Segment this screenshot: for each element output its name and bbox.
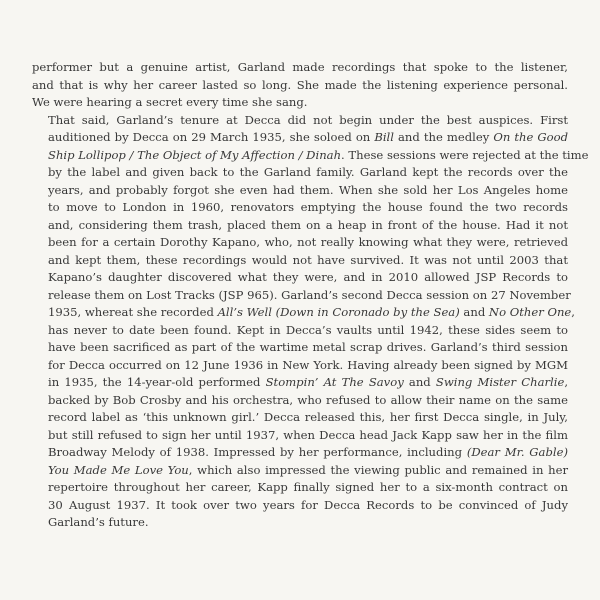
document-page [32,59,589,532]
text-line [32,497,568,515]
text-line [32,427,568,445]
text-line [32,339,568,357]
text-line [32,409,568,427]
text-line [32,444,568,462]
text-line [32,374,568,392]
text-segment: and, considering them trash, placed them on a heap in front of the house. Had it not [48,217,568,232]
text-segment: , [571,305,575,319]
text-segment: been for a certain Dorothy Kapano, who, not really knowing what they were, retrieved [48,235,568,249]
text-segment: in 1935, the 14-year-old performed [48,375,266,389]
text-segment: but still refused to sign her until 1937, when Decca head Jack Kapp saw her in the film [48,427,568,442]
text-line [32,514,568,532]
title-italic-text: On the Good [493,130,568,144]
text-segment: and that is why her career lasted so long. She made the listening experience personal. [32,77,568,92]
text-segment: , which also impressed the viewing public and remained in her [188,462,568,477]
text-segment: Kapano’s daughter discovered what they were, and in 2010 allowed JSP Records to [48,270,568,284]
text-line [32,217,568,235]
title-italic-text: No Other One [488,305,572,319]
title-italic-text: Swing Mister Charlie [435,375,565,389]
text-line [32,59,568,77]
text-segment: , [564,375,568,389]
text-line [32,287,571,305]
text-segment: backed by Bob Crosby and his orchestra, who refused to allow their name on the same [48,392,568,407]
text-segment: years, and probably forgot she even had them. When she sold her Los Angeles home [48,182,568,197]
text-segment: repertoire throughout her career, Kapp finally signed her to a six-month contract on [48,480,568,494]
text-line [32,392,568,410]
title-italic-text: All’s Well (Down in Coronado by the Sea) [217,305,460,319]
text-segment: have been sacrificed as part of the wartime metal scrap drives. Garland’s third session [48,340,568,354]
text-line [32,199,568,217]
text-line [32,357,568,375]
text-segment: performer but a genuine artist, Garland made recordings that spoke to the listener, [32,60,568,74]
text-segment: 30 August 1937. It took over two years for Decca Records to be convinced of Judy [48,497,568,512]
text-line [32,234,568,252]
text-line [32,252,568,270]
text-segment: . These sessions were rejected at the time [341,147,589,162]
title-italic-text: Ship Lollipop / The Object of My Affection / Dinah [48,147,342,162]
text-line [32,182,568,200]
text-line [32,304,575,322]
text-line [32,479,568,497]
text-segment: auditioned by Decca on 29 March 1935, she soloed on [48,130,375,144]
text-segment: Garland’s future. [48,515,149,529]
text-segment: release them on Lost Tracks (JSP 965). Garland’s second Decca session on 27 November [48,287,571,302]
paragraph-decca-history [32,112,589,532]
text-segment: has never to date been found. Kept in Decca’s vaults until 1942, these sides seem to [48,322,568,337]
text-segment: and the medley [393,130,494,144]
paragraph-intro [32,59,568,112]
text-line [32,269,568,287]
title-italic-text: You Made Me Love You [48,462,189,477]
text-segment: Broadway Melody of 1938. Impressed by her performance, including [48,445,467,459]
text-segment: We were hearing a secret every time she sang. [32,95,308,109]
text-line [32,322,568,340]
text-segment: record label as ‘this unknown girl.’ Decca released this, her first Decca single, in July, [48,410,568,424]
text-line [32,94,568,112]
text-segment: and kept them, these recordings would not have survived. It was not until 2003 that [48,252,568,267]
text-line [32,147,589,165]
text-line [32,129,568,147]
text-line [32,164,568,182]
title-italic-text: (Dear Mr. Gable) [466,445,568,459]
text-segment: and [459,305,489,319]
text-line [32,112,568,130]
text-segment: by the label and given back to the Garland family. Garland kept the records over the [48,165,568,179]
text-segment: 1935, whereat she recorded [48,305,218,319]
title-italic-text: Bill [374,130,394,144]
text-line [32,77,568,95]
text-segment: and [403,375,436,389]
title-italic-text: Stompin’ At The Savoy [265,375,404,389]
text-segment: to move to London in 1960, renovators emptying the house found the two records [48,200,568,214]
text-segment: That said, Garland’s tenure at Decca did not begin under the best auspices. First [48,112,568,127]
text-line [32,462,568,480]
text-segment: for Decca occurred on 12 June 1936 in New York. Having already been signed by MGM [48,357,568,372]
